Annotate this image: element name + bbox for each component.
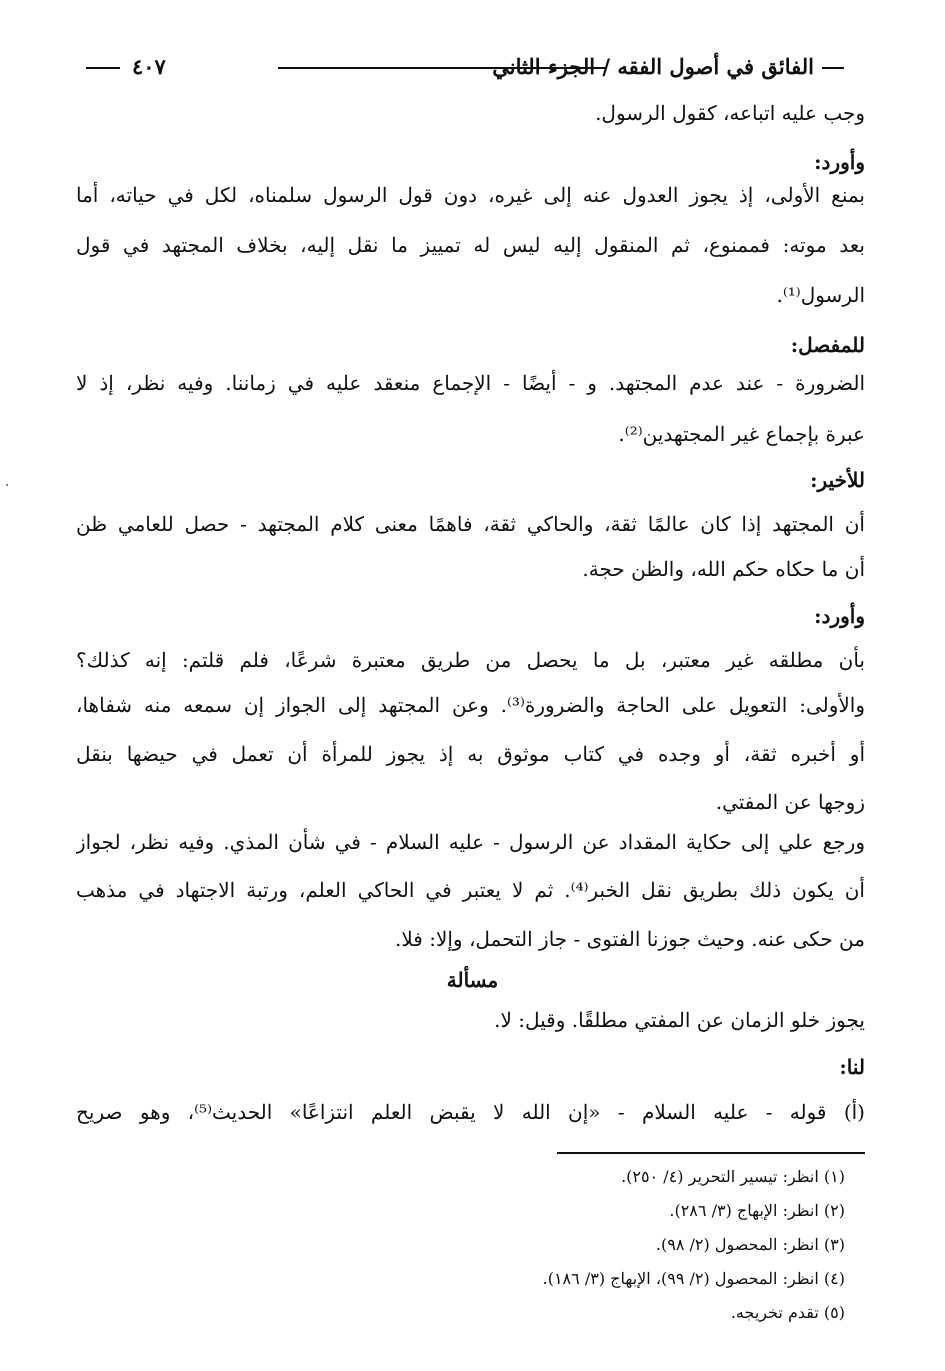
body-line: وجب عليه اتباعه، كقول الرسول.	[595, 101, 865, 125]
body-line: ورجع علي إلى حكاية المقداد عن الرسول - عليه السلام - في شأن المذي. وفيه نظر، لجواز	[76, 830, 865, 854]
running-header	[86, 50, 844, 84]
footnote: (٢) انظر: الإبهاج (٣/ ٢٨٦).	[669, 1201, 845, 1220]
header-rule-middle	[278, 67, 606, 69]
scan-speck	[6, 484, 8, 486]
body-line: والأولى: التعويل على الحاجة والضرورة⁽³⁾. وعن المجتهد إلى الجواز إن سمعه منه شفاها،	[76, 693, 865, 717]
subheading: وأورد:	[814, 150, 865, 174]
body-line: الرسول⁽¹⁾.	[776, 283, 865, 307]
page-number: ٤٠٧	[132, 54, 166, 79]
footnote: (٤) انظر: المحصول (٢/ ٩٩)، الإبهاج (٣/ ١٨٦).	[542, 1269, 845, 1288]
subheading: لنا:	[839, 1055, 865, 1079]
subheading: للمفصل:	[790, 333, 865, 357]
body-line: الضرورة - عند عدم المجتهد. و - أيضًا - الإجماع منعقد عليه في زماننا. وفيه نظر، إذ لا	[76, 371, 865, 395]
body-line: (أ) قوله - عليه السلام - «إن الله لا يقبض العلم انتزاعًا» الحديث⁽⁵⁾، وهو صريح	[76, 1100, 865, 1124]
body-line: بعد موته: فممنوع، ثم المنقول إليه ليس له تمييز ما نقل إليه، بخلاف المجتهد في قول	[76, 233, 865, 257]
footnote: (٣) انظر: المحصول (٢/ ٩٨).	[655, 1235, 845, 1254]
body-line: أن المجتهد إذا كان عالمًا ثقة، والحاكي ثقة، فاهمًا معنى كلام المجتهد - حصل للعامي ظن	[76, 512, 865, 536]
header-rule-right	[822, 67, 844, 69]
subheading: وأورد:	[814, 604, 865, 628]
footnote: (١) انظر: تيسير التحرير (٤/ ٢٥٠).	[621, 1167, 845, 1186]
subheading: للأخير:	[810, 468, 865, 492]
footnote: (٥) تقدم تخريجه.	[730, 1303, 845, 1322]
body-line: أن يكون ذلك بطريق نقل الخبر⁽⁴⁾. ثم لا يعتبر في الحاكي العلم، ورتبة الاجتهاد في مذهب	[76, 878, 865, 902]
body-line: عبرة بإجماع غير المجتهدين⁽²⁾.	[618, 422, 865, 446]
body-line: أو أخبره ثقة، أو وجده في كتاب موثوق به إذ يجوز للمرأة أن تعمل في حيضها بنقل	[76, 742, 865, 766]
body-line: يجوز خلو الزمان عن المفتي مطلقًا. وقيل: لا.	[494, 1008, 865, 1032]
body-line: بأن مطلقه غير معتبر، بل ما يحصل من طريق معتبرة شرعًا، فلم قلتم: إنه كذلك؟	[76, 648, 865, 672]
header-title: الفائق في أصول الفقه / الجزء الثاني	[492, 54, 814, 79]
header-rule-left	[86, 67, 120, 69]
body-line: أن ما حكاه حكم الله، والظن حجة.	[582, 557, 865, 581]
body-line: من حكى عنه. وحيث جوزنا الفتوى - جاز التحمل، وإلا: فلا.	[395, 927, 865, 951]
footnote-separator	[557, 1152, 865, 1154]
body-line: زوجها عن المفتي.	[715, 790, 865, 814]
section-heading: مسألة	[446, 968, 499, 992]
body-line: بمنع الأولى، إذ يجوز العدول عنه إلى غيره، دون قول الرسول سلمناه، لكل في حياته، أما	[76, 183, 865, 207]
